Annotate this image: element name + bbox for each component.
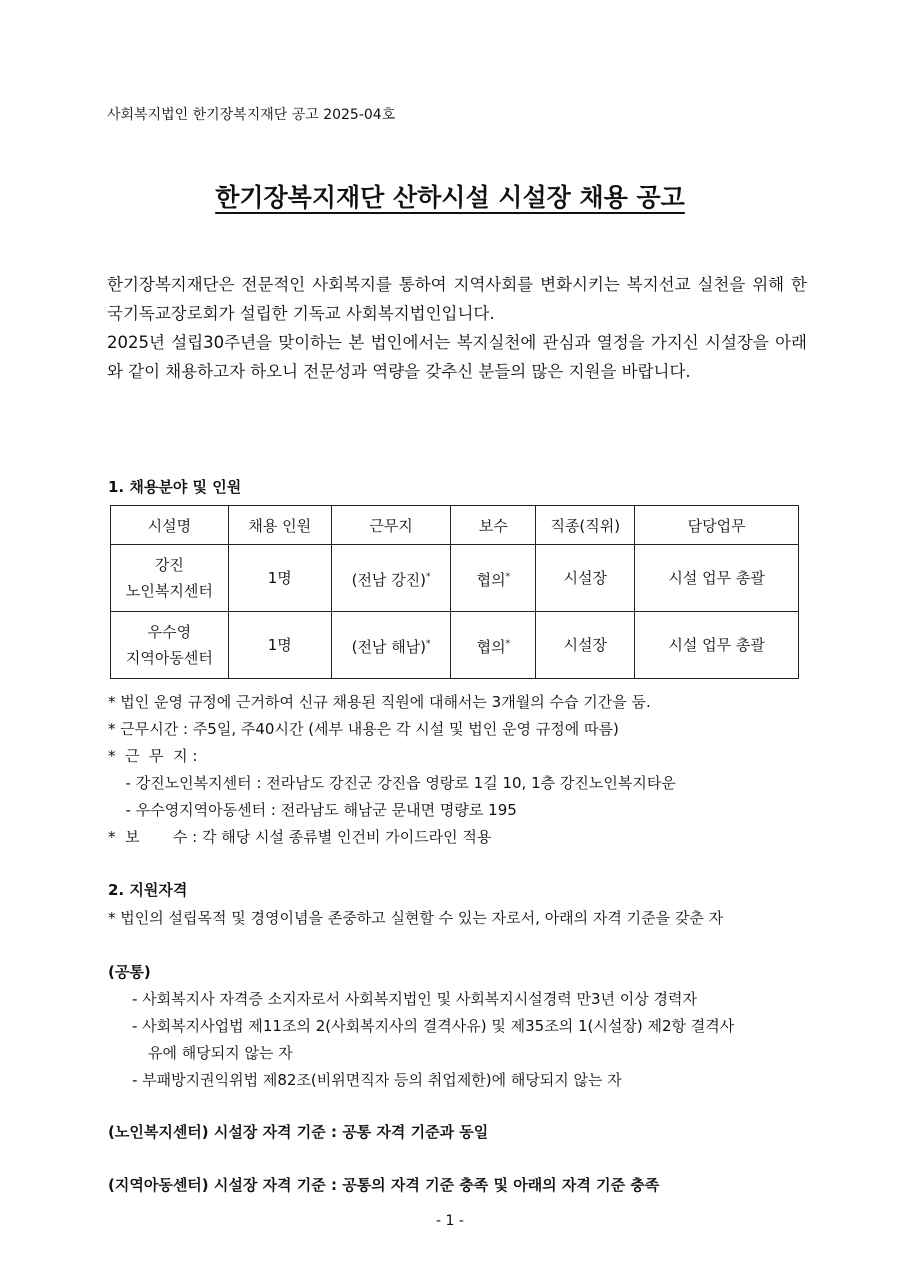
- intro-paragraph: 2025년 설립30주년을 맞이하는 본 법인에서는 복지실천에 관심과 열정을 가지신 시설장을 아래와 같이 채용하고자 하오니 전문성과 역량을 갖추신 분들의 많은 지원을 바랍니다.: [107, 333, 807, 381]
- page-number: - 1 -: [436, 1213, 464, 1229]
- note-probation: * 법인 운영 규정에 근거하여 신규 채용된 직원에 대해서는 3개월의 수습 기간을 둠.: [108, 693, 651, 711]
- column-header: 담당업무: [635, 506, 799, 545]
- asterisk-mark: *: [426, 571, 431, 582]
- page-title: 한기장복지재단 산하시설 시설장 채용 공고: [215, 183, 685, 212]
- common-item: - 부패방지권익위법 제82조(비위면직자 등의 취업제한)에 해당되지 않는 자: [132, 1071, 622, 1089]
- asterisk-mark: *: [426, 638, 431, 649]
- qualification-note: * 법인의 설립목적 및 경영이념을 존중하고 실현할 수 있는 자로서, 아래의 자격 기준을 갖춘 자: [108, 909, 724, 927]
- note-pay: * 보 수 : 각 해당 시설 종류별 인건비 가이드라인 적용: [108, 828, 492, 846]
- asterisk-mark: *: [505, 571, 511, 582]
- table-row: [111, 545, 799, 612]
- column-header: 시설명: [111, 506, 229, 545]
- note-work-hours: * 근무시간 : 주5일, 주40시간 (세부 내용은 각 시설 및 법인 운영 규정에 따름): [108, 720, 619, 738]
- column-header: 근무지: [331, 506, 451, 545]
- common-item: - 사회복지사 자격증 소지자로서 사회복지법인 및 사회복지시설경력 만3년 이상 경력자: [132, 990, 698, 1008]
- work-location: (전남 해남)*: [331, 612, 451, 679]
- table-header-row: [111, 506, 799, 545]
- section1-heading: 1. 채용분야 및 인원: [108, 478, 242, 496]
- facility-name: 우수영 지역아동센터: [111, 612, 229, 679]
- table-row: [111, 612, 799, 679]
- duty: 시설 업무 총괄: [635, 545, 799, 612]
- asterisk-mark: *: [505, 638, 511, 649]
- common-item: - 사회복지사업법 제11조의 2(사회복지사의 결격사유) 및 제35조의 1(시설장) 제2항 결격사: [132, 1017, 735, 1035]
- section2-heading: 2. 지원자격: [108, 881, 188, 899]
- column-header: 직종(직위): [536, 506, 635, 545]
- hire-count: 1명: [228, 612, 331, 679]
- recruitment-table: [110, 505, 799, 679]
- child-center-criteria: (지역아동센터) 시설장 자격 기준 : 공통의 자격 기준 충족 및 아래의 자격 기준 충족: [108, 1176, 660, 1194]
- column-header: 채용 인원: [228, 506, 331, 545]
- intro-paragraph: 한기장복지재단은 전문적인 사회복지를 통하여 지역사회를 변화시키는 복지선교 실천을 위해 한국기독교장로회가 설립한 기독교 사회복지법인입니다.: [107, 275, 807, 323]
- intro-text: [107, 270, 807, 386]
- position: 시설장: [536, 612, 635, 679]
- common-item-continued: 유에 해당되지 않는 자: [148, 1044, 293, 1062]
- notice-number: 사회복지법인 한기장복지재단 공고 2025-04호: [107, 107, 396, 123]
- facility-name: 강진 노인복지센터: [111, 545, 229, 612]
- note-location-item: - 강진노인복지센터 : 전라남도 강진군 강진읍 영랑로 1길 10, 1층 강진노인복지타운: [116, 774, 676, 792]
- duty: 시설 업무 총괄: [635, 612, 799, 679]
- pay: 협의*: [451, 612, 536, 679]
- elderly-center-criteria: (노인복지센터) 시설장 자격 기준 : 공통 자격 기준과 동일: [108, 1123, 489, 1141]
- common-heading: (공통): [108, 963, 151, 981]
- pay: 협의*: [451, 545, 536, 612]
- note-work-location: * 근 무 지 :: [108, 747, 198, 765]
- note-location-item: - 우수영지역아동센터 : 전라남도 해남군 문내면 명량로 195: [116, 801, 517, 819]
- column-header: 보수: [451, 506, 536, 545]
- position: 시설장: [536, 545, 635, 612]
- hire-count: 1명: [228, 545, 331, 612]
- work-location: (전남 강진)*: [331, 545, 451, 612]
